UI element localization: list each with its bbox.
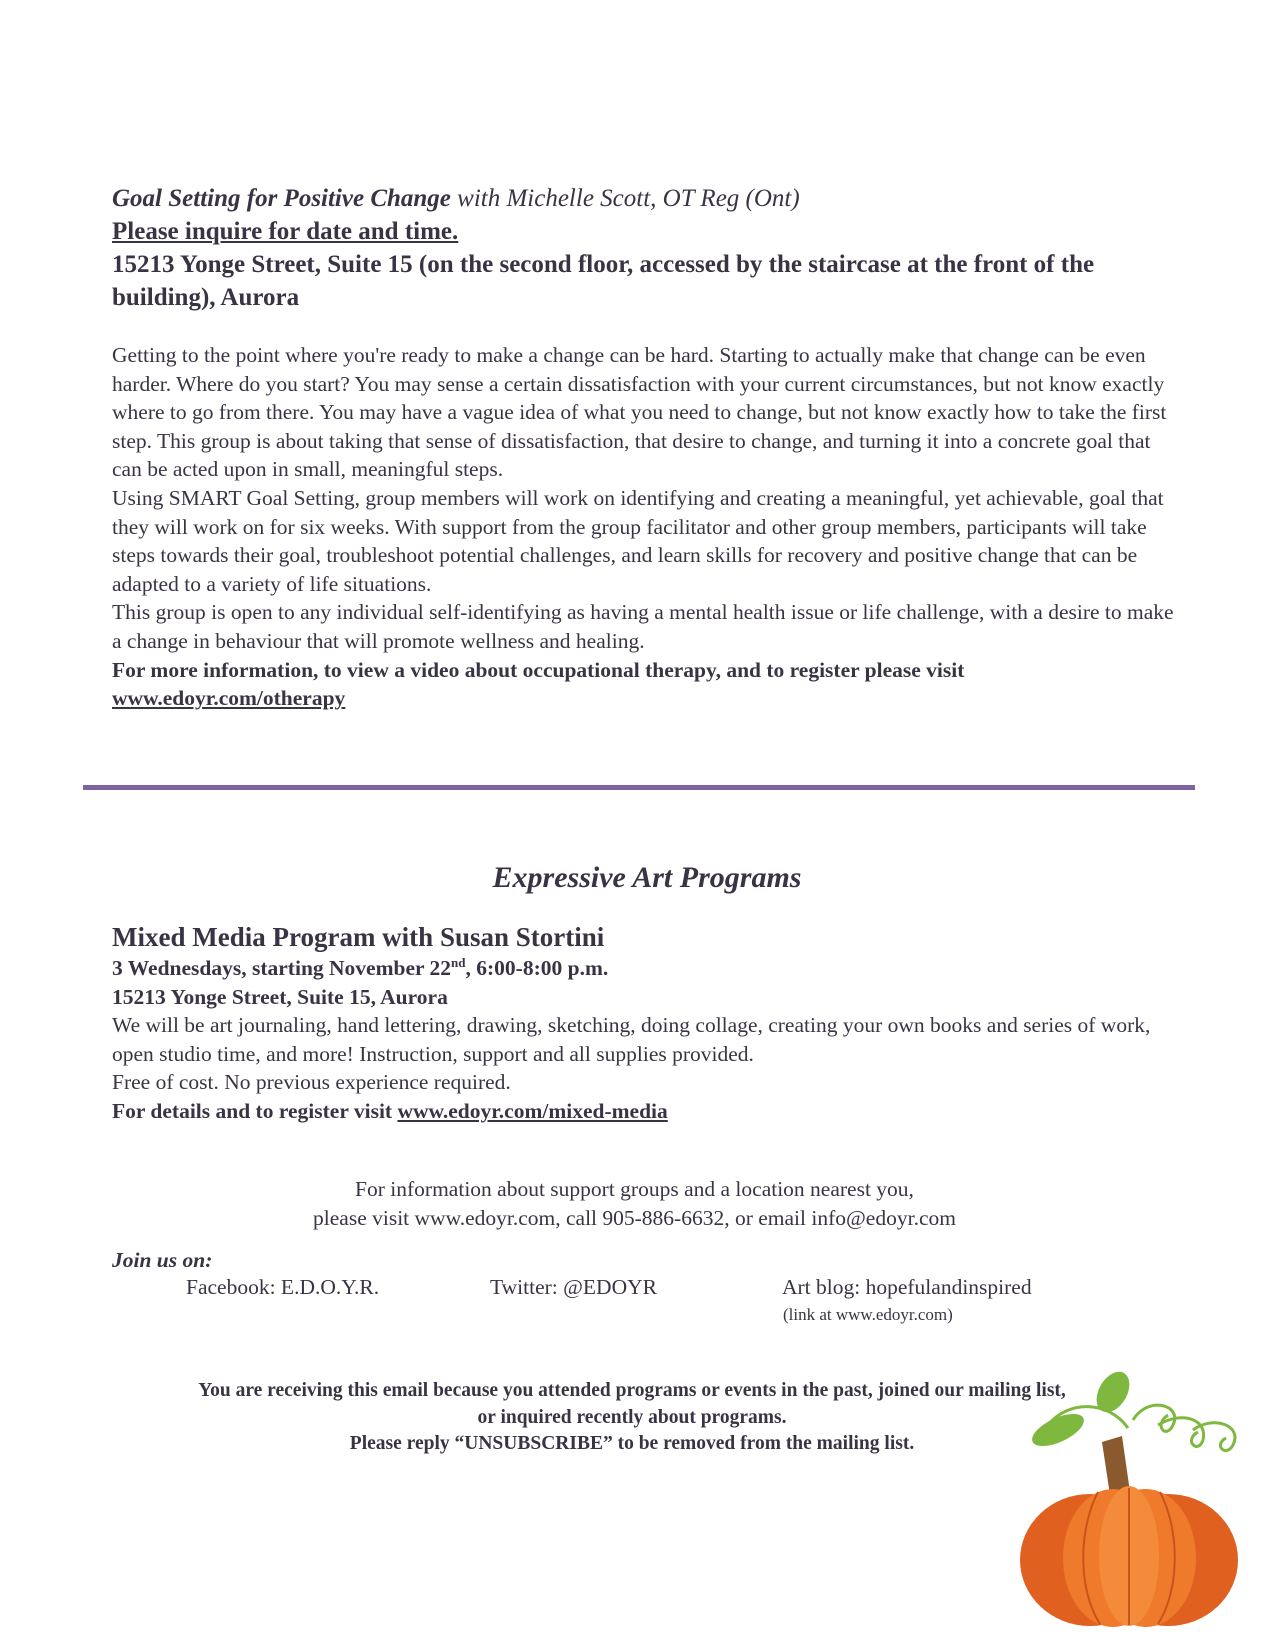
- schedule-ordinal: nd: [451, 954, 466, 970]
- mixed-media-address: 15213 Yonge Street, Suite 15, Aurora: [112, 984, 448, 1009]
- goal-paragraph-3: This group is open to any individual self-identifying as having a mental health issue or life challenge, with a desire to make a change in behaviour that will promote wellness and healing.: [112, 600, 1174, 653]
- register-text: For details and to register visit: [112, 1098, 398, 1123]
- goal-address: 15213 Yonge Street, Suite 15 (on the second floor, accessed by the staircase at the front of the building), Aurora: [112, 251, 1095, 311]
- mixed-media-description: We will be art journaling, hand lettering, drawing, sketching, doing collage, creating your own books and series of work, open studio time, and more! Instruction, support and all supplies provided.: [112, 1013, 1151, 1066]
- mixed-media-schedule: [112, 954, 1182, 983]
- goal-presenter: with Michelle Scott, OT Reg (Ont): [450, 185, 800, 212]
- mixed-media-title: Mixed Media Program with Susan Stortini: [112, 922, 605, 952]
- art-blog: Art blog: hopefulandinspired: [782, 1275, 1032, 1299]
- goal-paragraph-2: Using SMART Goal Setting, group members will work on identifying and creating a meaningful, yet achievable, goal that they will work on for six weeks. With support from the group facilitator and other group members, participants will take steps towards their goal, troubleshoot potential challenges, and learn skills for recovery and positive change that can be adapted to a variety of life situations.: [112, 485, 1164, 596]
- mixed-media-register: [112, 1097, 1182, 1126]
- footer-line-3: Please reply “UNSUBSCRIBE” to be removed from the mailing list.: [349, 1433, 915, 1454]
- goal-setting-section: [112, 182, 1182, 713]
- schedule-time: , 6:00-8:00 p.m.: [465, 956, 609, 980]
- contact-line-1: For information about support groups and a location nearest you,: [355, 1177, 914, 1201]
- facebook-handle: Facebook: E.D.O.Y.R.: [186, 1275, 380, 1299]
- goal-paragraph-1: Getting to the point where you're ready to make a change can be hard. Starting to actually make that change can be even harder. Where do you start? You may sense a certain dissatisfaction with your current circumstances, but not know exactly where to go from there. You may have a vague idea of what you need to change, but not know exactly how to take the first step. This group is about taking that sense of dissatisfaction, that desire to change, and turning it into a concrete goal that can be acted upon in small, meaningful steps.: [112, 343, 1167, 482]
- twitter-handle: Twitter: @EDOYR: [490, 1275, 657, 1299]
- goal-title: Goal Setting for Positive Change: [112, 185, 451, 212]
- contact-info: [112, 1175, 1157, 1232]
- footer-line-1: You are receiving this email because you attended programs or events in the past, joined our mailing list,: [198, 1380, 1066, 1401]
- mixed-media-link[interactable]: www.edoyr.com/mixed-media: [397, 1098, 668, 1123]
- art-programs-heading: Expressive Art Programs: [492, 861, 802, 894]
- goal-title-line: [112, 182, 1182, 215]
- schedule-date: 3 Wednesdays, starting November 22: [112, 956, 452, 980]
- goal-more-info: For more information, to view a video about occupational therapy, and to register please visit: [112, 657, 965, 682]
- section-divider: [83, 785, 1195, 790]
- mixed-media-cost: Free of cost. No previous experience required.: [112, 1070, 511, 1095]
- footer-line-2: or inquired recently about programs.: [477, 1406, 787, 1428]
- art-blog-note: (link at www.edoyr.com): [783, 1305, 953, 1324]
- join-us-label: Join us on:: [112, 1248, 213, 1272]
- unsubscribe-footer: [112, 1378, 1152, 1458]
- contact-line-2: please visit www.edoyr.com, call 905-886-6632, or email info@edoyr.com: [313, 1205, 956, 1230]
- expressive-art-section: [112, 858, 1182, 1126]
- otherapy-link[interactable]: www.edoyr.com/otherapy: [112, 686, 346, 711]
- pumpkin-icon: [1008, 1370, 1253, 1628]
- goal-inquire: Please inquire for date and time.: [112, 218, 459, 245]
